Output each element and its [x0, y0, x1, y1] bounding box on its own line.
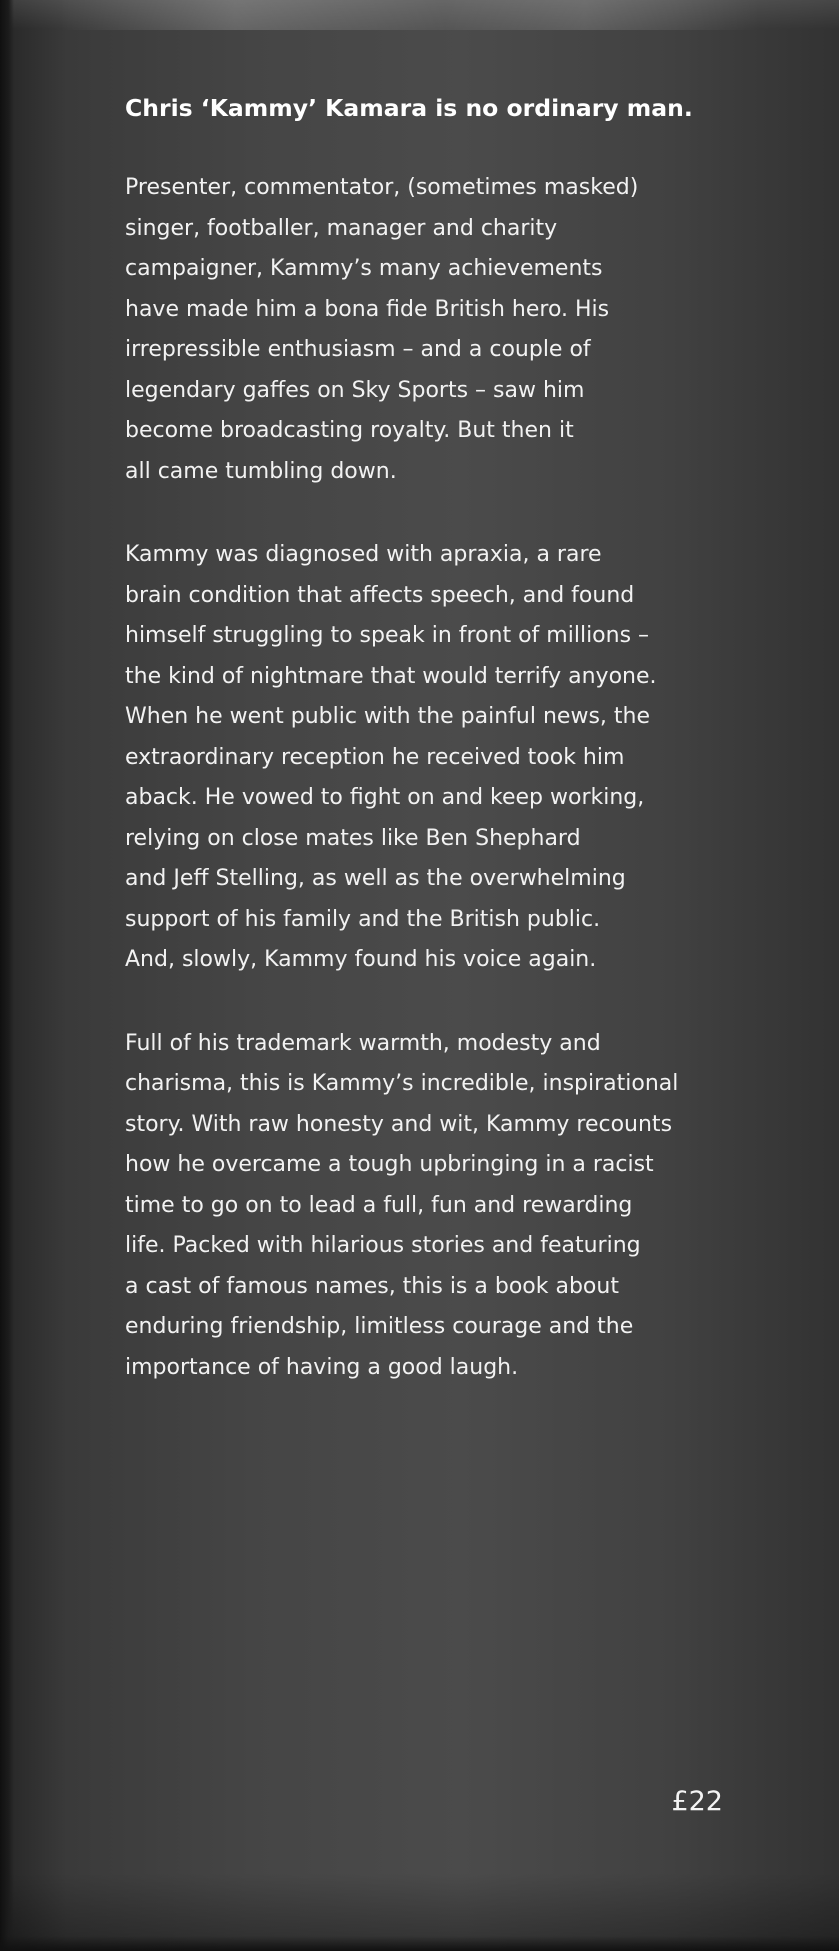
- paragraph-line: Presenter, commentator, (sometimes masked): [125, 175, 639, 200]
- paragraph-line: And, slowly, Kammy found his voice again.: [125, 947, 597, 972]
- price-label: £22: [671, 1786, 723, 1817]
- paragraph-line: and Jeff Stelling, as well as the overwhelming: [125, 866, 626, 891]
- paragraph-line: all came tumbling down.: [125, 458, 397, 484]
- paragraph-line: time to go on to lead a full, fun and rewarding: [125, 1192, 633, 1218]
- paragraph-1: [125, 168, 765, 492]
- paragraph-line: importance of having a good laugh.: [125, 1354, 519, 1380]
- paragraph-line: a cast of famous names, this is a book about: [125, 1273, 619, 1299]
- paragraph-line: charisma, this is Kammy’s incredible, inspirational: [125, 1071, 679, 1096]
- top-sheen: [60, 0, 760, 30]
- paragraph-line: enduring friendship, limitless courage and the: [125, 1314, 634, 1339]
- paragraph-line: Full of his trademark warmth, modesty and: [125, 1030, 601, 1056]
- paragraph-line: brain condition that affects speech, and found: [125, 582, 635, 608]
- flap-left-edge: [0, 0, 14, 1951]
- paragraph-line: relying on close mates like Ben Shephard: [125, 825, 581, 851]
- paragraph-line: life. Packed with hilarious stories and featuring: [125, 1233, 641, 1258]
- paragraph-line: legendary gaffes on Sky Sports – saw him: [125, 377, 585, 403]
- paragraph-line: have made him a bona fide British hero. His: [125, 296, 610, 322]
- paragraph-line: extraordinary reception he received took him: [125, 744, 625, 770]
- paragraph-line: himself struggling to speak in front of millions –: [125, 623, 650, 648]
- paragraph-line: story. With raw honesty and wit, Kammy recounts: [125, 1111, 673, 1137]
- paragraph-line: aback. He vowed to fight on and keep working,: [125, 785, 645, 810]
- paragraph-3: [125, 1024, 765, 1389]
- paragraph-line: Kammy was diagnosed with apraxia, a rare: [125, 542, 602, 567]
- paragraph-2: [125, 535, 765, 981]
- paragraph-line: irrepressible enthusiasm – and a couple of: [125, 337, 591, 362]
- flap-bottom-edge: [0, 1936, 839, 1951]
- paragraph-line: When he went public with the painful news, the: [125, 704, 651, 729]
- paragraph-line: campaigner, Kammy’s many achievements: [125, 256, 603, 281]
- paragraph-line: how he overcame a tough upbringing in a racist: [125, 1152, 654, 1177]
- paragraph-line: the kind of nightmare that would terrify anyone.: [125, 663, 657, 689]
- headline: Chris ‘Kammy’ Kamara is no ordinary man.: [125, 94, 693, 122]
- paragraph-line: singer, footballer, manager and charity: [125, 215, 558, 241]
- paragraph-line: support of his family and the British public.: [125, 906, 601, 932]
- blurb-text: [125, 86, 765, 1431]
- paragraph-line: become broadcasting royalty. But then it: [125, 418, 574, 443]
